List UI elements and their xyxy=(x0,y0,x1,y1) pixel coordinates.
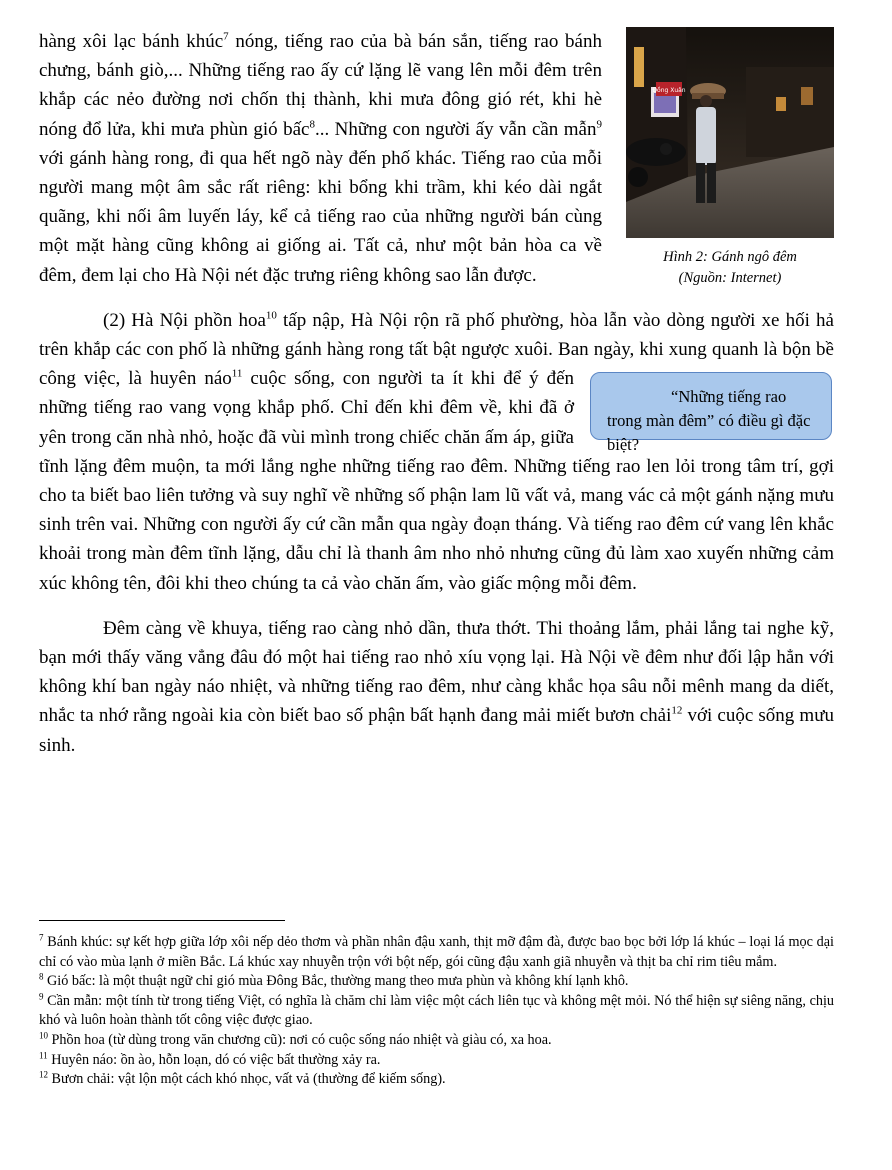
street-vendor-photo xyxy=(626,27,834,238)
footnote-8: $^8$ Gió bấc: là một thuật ngữ chỉ gió mùa Đông Bắc, thường mang theo mưa phùn và không khí lạnh khô. xyxy=(39,971,629,990)
footnote-separator xyxy=(39,920,285,921)
footnote-7: $^7$ Bánh khúc: sự kết hợp giữa lớp xôi nếp dẻo thơm và phần nhân đậu xanh, thịt mỡ đậm đà, được bao bọc bởi lớp lá khúc – loại lá mọc dại chỉ có vào mùa lạnh ở miền Bắc. Lá khúc xay nhuyễn trộn với bột nếp, gói cũng đậu xanh giã nhuyễn và thịt ba chỉ rim tiêu mắm. xyxy=(39,932,834,970)
footnote-ref-8[interactable]: 8 xyxy=(309,118,315,131)
footnote-ref-10[interactable]: 10 xyxy=(265,309,277,322)
paragraph-2: (2) Hà Nội phồn hoa$^{10}$ tấp nập, Hà Nội rộn rã phố phường, hòa lẫn vào dòng người xe hối hả trên khắp các con phố là những gánh hàng rong tất bật ngược xuôi. Ban ngày, khi xung quanh là bộn bề công việc, là huyên náo$^{11}$ “Những tiếng rao trong màn đêm” có điều gì đặc biệt? cuộc sống, con người ta ít khi để ý đến những tiếng rao vang vọng khắp phố. Chỉ đến khi đêm về, khi đã ở yên trong căn nhà nhỏ, hoặc đã vùi mình trong chiếc chăn ấm áp, giữa tĩnh lặng đêm muộn, ta mới lắng nghe những tiếng rao đêm. Những tiếng rao len lỏi trong tâm trí, gợi cho ta biết bao liên tưởng và suy nghĩ về những số phận lam lũ vất vả, mang vác cả một gánh nặng mưu sinh trên vai. Những con người ấy cứ cần mẫn qua ngày đoạn tháng. Và tiếng rao đêm cứ vang lên khắc khoải trong màn đêm tĩnh lặng, dẫu chỉ là thanh âm nho nhỏ nhưng cũng đủ làm xao xuyến những cảm xúc không tên, đôi khi theo chúng ta cả vào chăn ấm, vào giấc mộng mỗi đêm. xyxy=(39,309,834,594)
figure-caption xyxy=(616,247,834,289)
body-text xyxy=(39,27,834,760)
paragraph-1: hàng xôi lạc bánh khúc$^7$ nóng, tiếng rao của bà bán sắn, tiếng rao bánh chưng, bánh giò,... Những tiếng rao ấy cứ lặng lẽ vang lên mỗi đêm trên khắp các nẻo đường nơi chốn thị thành, khi mưa đông gió rét, khi hè nóng đổ lửa, khi mưa phùn gió bấc$^8$... Những con người ấy vẫn cần mẫn$^9$ với gánh hàng rong, đi qua hết ngõ này đến phố khác. Tiếng rao của mỗi người mang một âm sắc rất riêng: khi bổng khi trầm, khi kéo dài ngắt quãng, khi nối âm luyến láy, kể cả tiếng rao của những người bán cùng một mặt hàng cũng không ai giống ai. Tất cả, như một bản hòa ca về đêm, đem lại cho Hà Nội nét đặc trưng riêng không sao lẫn được. xyxy=(39,30,602,286)
footnote-9: $^9$ Cần mẫn: một tính từ trong tiếng Việt, có nghĩa là chăm chỉ làm việc một cách liên tục và không mệt mỏi. Nó thể hiện sự siêng năng, chịu khó và luôn hoàn thành tốt công việc được giao. xyxy=(39,991,834,1029)
paragraph-2-continued: “Những tiếng rao trong màn đêm” có điều gì đặc biệt? cuộc sống, con người ta ít khi để ý đến những tiếng rao vang vọng khắp phố. Chỉ đến khi đêm về, khi đã ở yên trong căn nhà nhỏ, hoặc đã vùi mình trong chiếc chăn ấm áp, giữa tĩnh lặng đêm muộn, ta mới lắng nghe những tiếng rao đêm. Những tiếng rao len lỏi trong tâm trí, gợi cho ta biết bao liên tưởng và suy nghĩ về những số phận lam lũ vất vả, mang vác cả một gánh nặng mưu sinh trên vai. Những con người ấy cứ cần mẫn qua ngày đoạn tháng. Và tiếng rao đêm cứ vang lên khắc khoải trong màn đêm tĩnh lặng, dẫu chỉ là thanh âm nho nhỏ nhưng cũng đủ làm xao xuyến những cảm xúc không tên, đôi khi theo chúng ta cả vào chăn ấm, vào giấc mộng mỗi đêm. xyxy=(39,368,834,594)
footnote-ref-7[interactable]: 7 xyxy=(223,30,229,43)
footnote-ref-9[interactable]: 9 xyxy=(596,118,602,131)
figure-2 xyxy=(616,27,834,289)
caption-title: Hình 2: Gánh ngô đêm xyxy=(663,249,797,265)
caption-source: (Nguồn: Internet) xyxy=(678,270,782,286)
shop-sign-text: Đồng Xuân xyxy=(652,87,686,94)
question-callout: “Những tiếng rao trong màn đêm” có điều gì đặc biệt? xyxy=(590,372,832,440)
footnote-ref-12[interactable]: 12 xyxy=(671,705,683,718)
footnote-ref-11[interactable]: 11 xyxy=(231,367,243,380)
footnote-12: $^{12}$ Bươn chải: vật lộn một cách khó nhọc, vất vả (thường để kiếm sống). xyxy=(39,1069,446,1088)
footnote-11: $^{11}$ Huyên náo: ồn ào, hỗn loạn, dó có việc bất thường xảy ra. xyxy=(39,1049,381,1068)
paragraph-3: Đêm càng về khuya, tiếng rao càng nhỏ dần, thưa thớt. Thi thoảng lắm, phải lắng tai nghe kỹ, bạn mới thấy văng vẳng đâu đó một hai tiếng rao nhỏ xíu vọng lại. Hà Nội về đêm như đối lập hẳn với không khí ban ngày náo nhiệt, và những tiếng rao đêm, như càng khắc họa sâu nỗi mênh mang da diết, nhắc ta nhớ rằng ngoài kia còn biết bao số phận bất hạnh đang mải miết bươn chải$^{12}$ với cuộc sống mưu sinh. xyxy=(39,617,834,756)
footnotes xyxy=(39,933,834,1090)
footnote-10: $^{10}$ Phồn hoa (từ dùng trong văn chương cũ): nơi có cuộc sống náo nhiệt và giàu có, xa hoa. xyxy=(39,1030,552,1048)
